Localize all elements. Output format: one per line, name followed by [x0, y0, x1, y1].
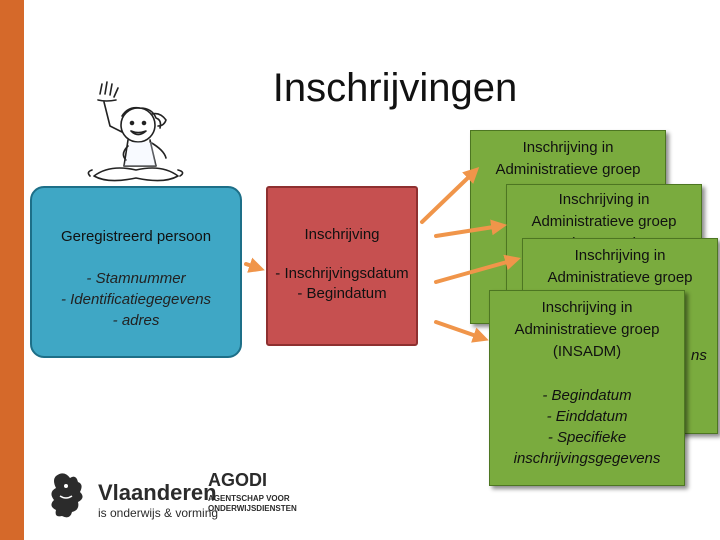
- admin-card-4-line-2: Administratieve groep: [514, 321, 660, 338]
- inschrijving-prop-datum: - Inschrijvingsdatum: [275, 265, 409, 282]
- admin-card-3-line-1: Inschrijving in: [574, 247, 666, 264]
- admin-card-4-line-1: Inschrijving in: [541, 299, 633, 316]
- vlaanderen-subtitle: is onderwijs & vorming: [98, 506, 219, 520]
- admin-card-4-prop-begindatum: - Begindatum: [542, 387, 632, 404]
- arrow-to-admin-card-3: [436, 260, 514, 282]
- inschrijving-prop-begindatum: - Begindatum: [297, 285, 387, 302]
- admin-card-4-prop-einddatum: - Einddatum: [546, 408, 628, 425]
- lion-logo-icon: [46, 470, 92, 522]
- admin-card-4-prop-gegevens: inschrijvingsgegevens: [513, 450, 661, 467]
- logo-area: [46, 466, 296, 526]
- admin-card-3-line-2: Administratieve groep: [547, 269, 693, 286]
- vlaanderen-name: Vlaanderen: [98, 480, 217, 505]
- arrow-to-admin-card-4: [436, 322, 482, 338]
- agodi-subtitle: [208, 494, 297, 514]
- person-prop-stamnummer: - Stamnummer: [86, 270, 186, 287]
- agodi-subtitle-line-2: ONDERWIJSDIENSTEN: [208, 504, 297, 513]
- person-prop-adres: - adres: [112, 312, 160, 329]
- arrow-person-to-inschrijving: [246, 264, 258, 268]
- arrow-to-admin-card-1: [422, 172, 474, 222]
- agodi-subtitle-line-1: AGENTSCHAP VOOR: [208, 494, 290, 503]
- admin-card-1-line-2: Administratieve groep: [495, 161, 641, 178]
- inschrijving-box-title: Inschrijving: [304, 226, 380, 243]
- person-box-title: Geregistreerd persoon: [60, 228, 212, 245]
- agodi-name: AGODI: [208, 470, 268, 490]
- admin-card-4-prop-specifieke: - Specifieke: [547, 429, 627, 446]
- admin-card-1-line-1: Inschrijving in: [522, 139, 614, 156]
- arrow-to-admin-card-2: [436, 226, 500, 236]
- admin-card-2-line-2: Administratieve groep: [531, 213, 677, 230]
- admin-card-4-line-3: (INSADM): [552, 343, 622, 360]
- page-title: Inschrijvingen: [272, 66, 518, 110]
- person-prop-identificatie: - Identificatiegegevens: [60, 291, 212, 308]
- admin-card-2-line-1: Inschrijving in: [558, 191, 650, 208]
- admin-card-3-peek-text: ns: [691, 347, 707, 364]
